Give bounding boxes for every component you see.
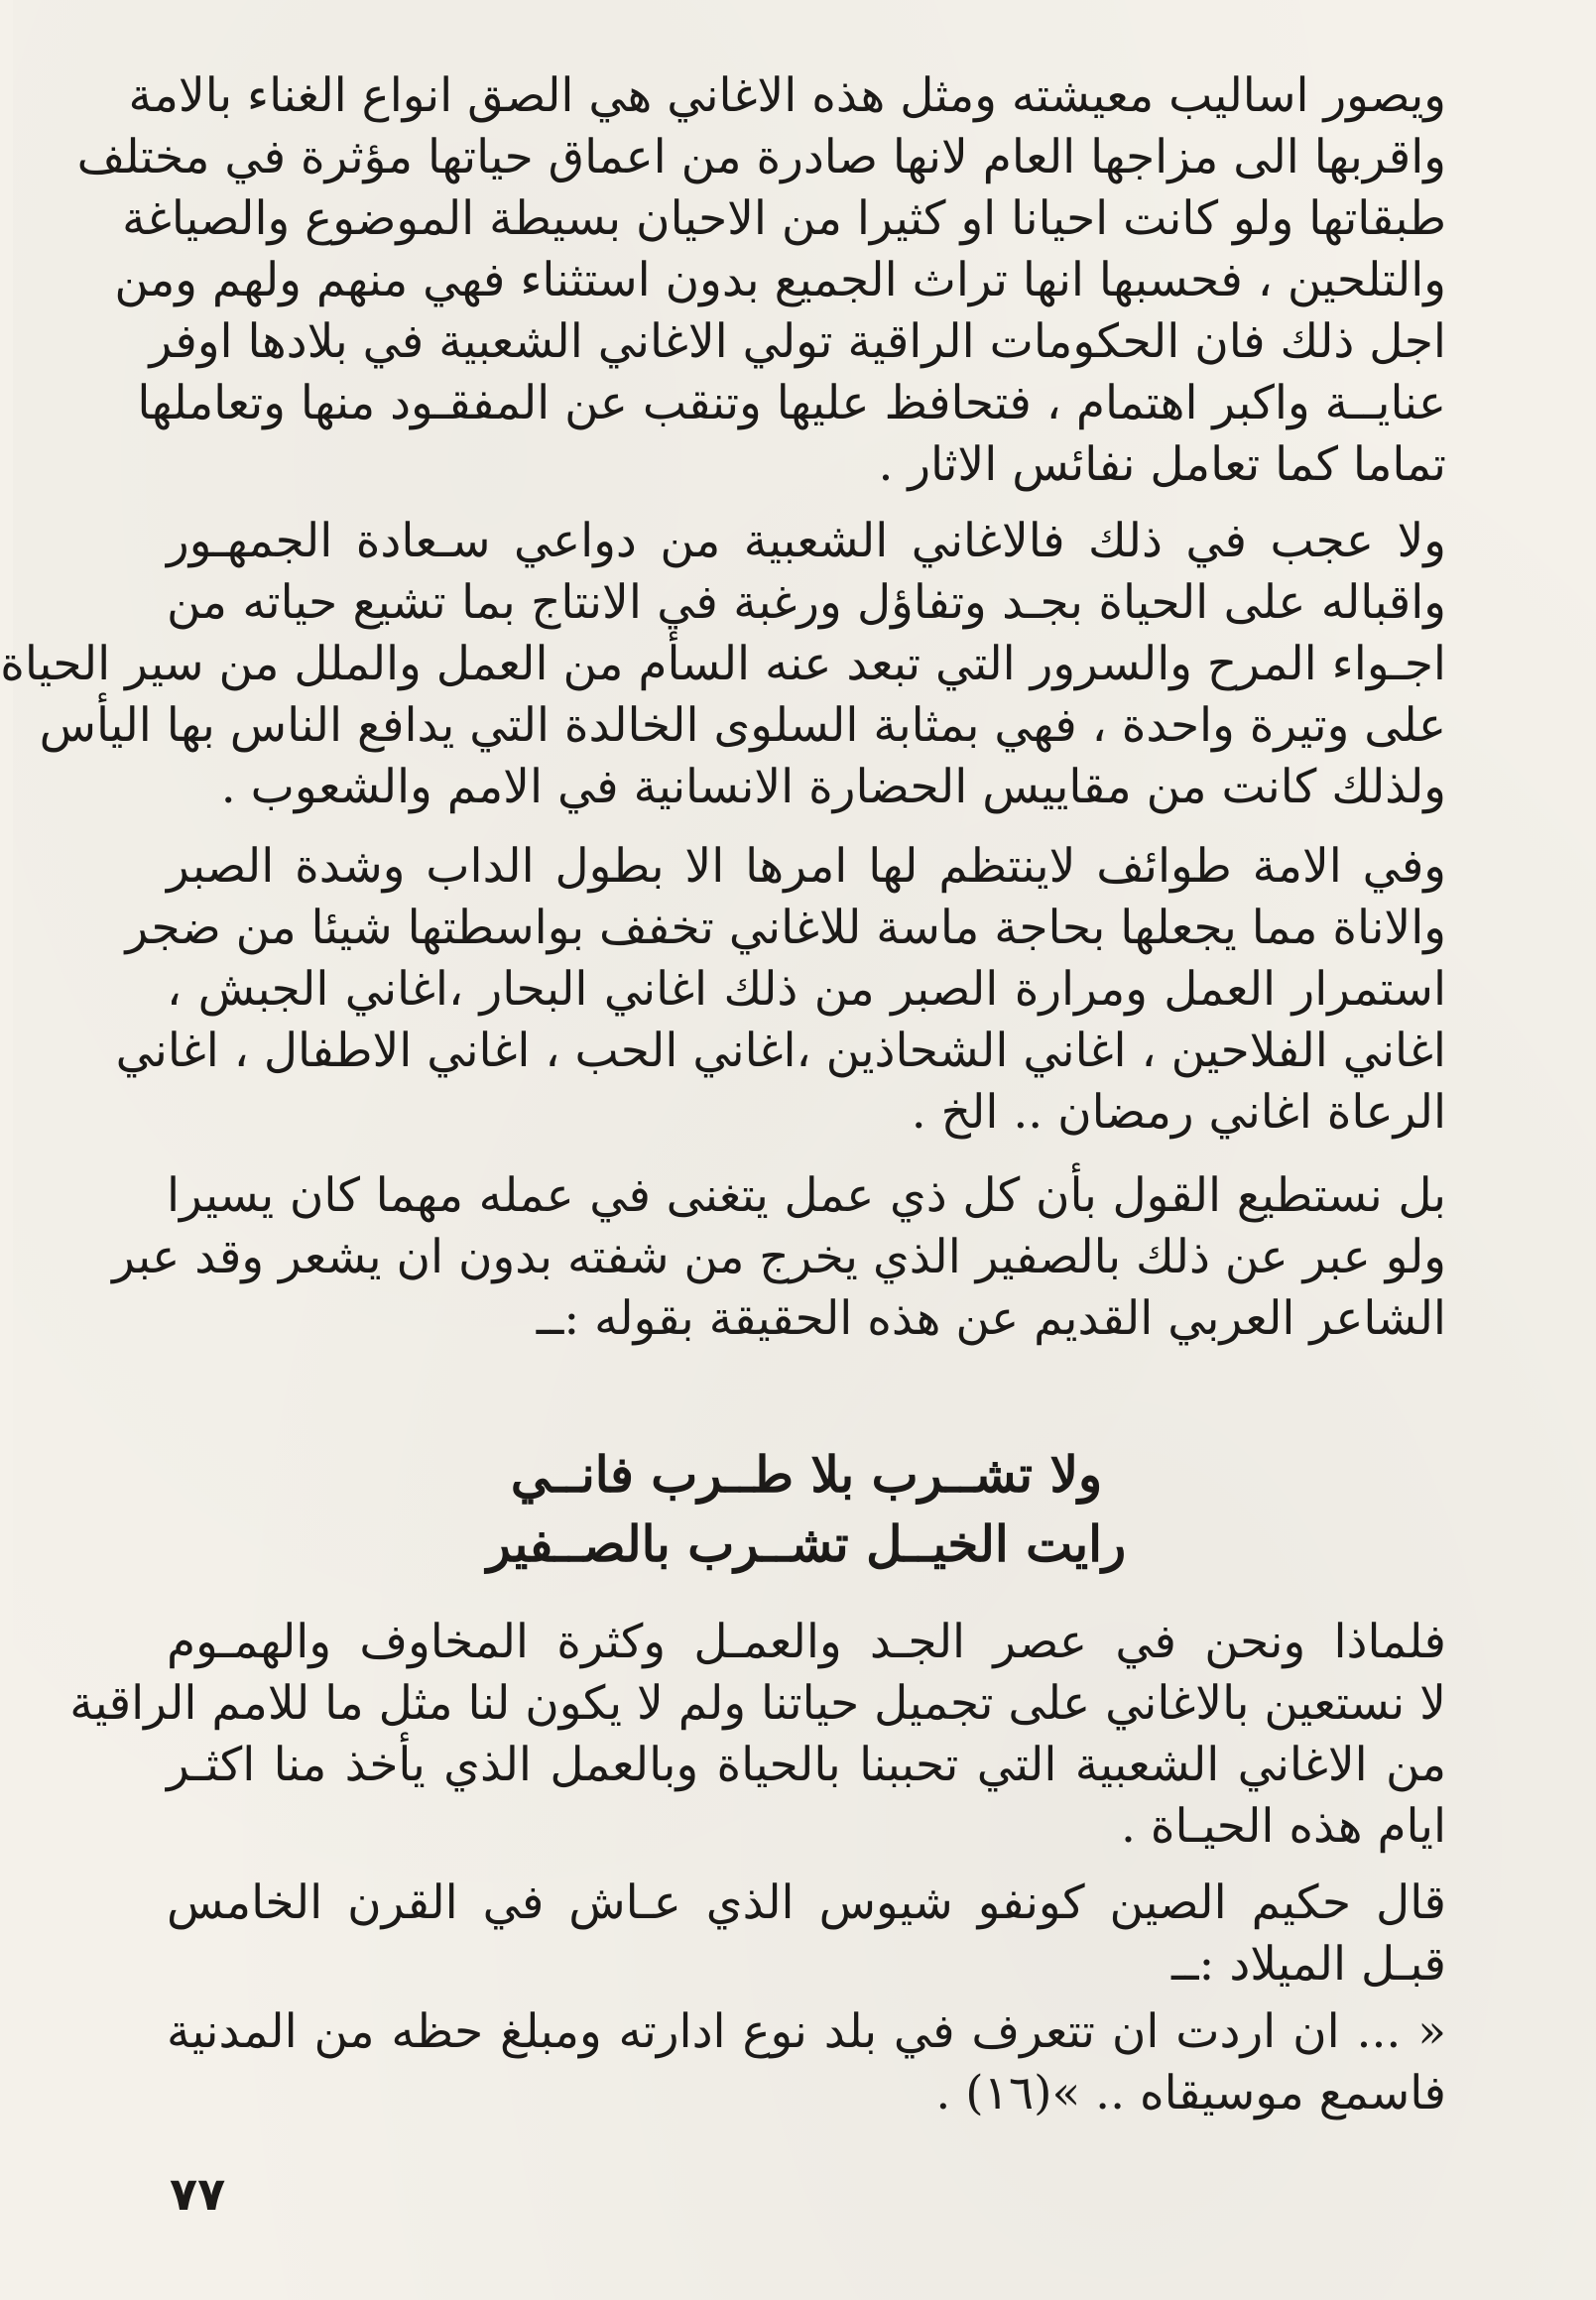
text-line: ولذلك كانت من مقاييس الحضارة الانسانية في الامم والشعوب . <box>220 760 1446 814</box>
text-line: تماما كما تعامل نفائس الاثار . <box>878 437 1446 492</box>
text-line: عنايــة واكبر اهتمام ، فتحافظ عليها وتنقب عن المفقـود منها وتعاملها <box>137 376 1446 430</box>
text-line: ولا عجب في ذلك فالاغاني الشعبية من دواعي سـعادة الجمهـور <box>167 514 1446 568</box>
page-number: ٧٧ <box>170 2167 226 2221</box>
paragraph-5 <box>69 1612 1446 1858</box>
verse-line-2: رايت الخيــل تشــرب بالصــفير <box>486 1514 1127 1573</box>
text-line: فلماذا ونحن في عصر الجـد والعمـل وكثرة المخاوف والهمـوم <box>167 1615 1446 1669</box>
poem-verse <box>167 1440 1446 1579</box>
text-line: اجـواء المرح والسرور التي تبعد عنه السأم من العمل والملل من سير الحياة <box>0 637 1446 691</box>
text-line: وفي الامة طوائف لاينتظم لها امرها الا بطول الداب وشدة الصبر <box>167 839 1446 894</box>
text-line: والتلحين ، فحسبها انها تراث الجميع بدون استثناء فهي منهم ولهم ومن <box>114 253 1446 307</box>
text-line: « ... ان اردت ان تتعرف في بلد نوع ادارته ومبلغ حظه من المدنية <box>167 2004 1446 2059</box>
text-line: اجل ذلك فان الحكومات الراقية تولي الاغاني الشعبية في بلادها اوفر <box>149 314 1446 369</box>
text-line: قال حكيم الصين كونفو شيوس الذي عـاش في القرن الخامس <box>167 1876 1446 1930</box>
paragraph-4 <box>112 1165 1446 1350</box>
text-line: استمرار العمل ومرارة الصبر من ذلك اغاني البحار ،اغاني الجبش ، <box>167 962 1446 1017</box>
paragraph-1 <box>76 65 1446 496</box>
paragraph-2 <box>0 511 1446 818</box>
paragraph-3 <box>115 836 1446 1144</box>
text-line: قبـل الميلاد :ــ <box>1171 1937 1446 1992</box>
verse-line-1: ولا تشــرب بلا طــرب فانــي <box>510 1445 1103 1504</box>
text-line: بل نستطيع القول بأن كل ذي عمل يتغنى في عمله مهما كان يسيرا <box>167 1168 1446 1223</box>
text-line: على وتيرة واحدة ، فهي بمثابة السلوى الخالدة التي يدافع الناس بها اليأس <box>39 698 1446 753</box>
text-line: ولو عبر عن ذلك بالصفير الذي يخرج من شفته بدون ان يشعر وقد عبر <box>112 1230 1446 1284</box>
quote-paragraph <box>167 2001 1446 2124</box>
text-line: فاسمع موسيقاه .. »(١٦) . <box>935 2066 1446 2120</box>
text-line: واقربها الى مزاجها العام لانها صادرة من اعماق حياتها مؤثرة في مختلف <box>76 130 1446 184</box>
text-line: من الاغاني الشعبية التي تحببنا بالحياة وبالعمل الذي يأخذ منا اكثـر <box>167 1738 1446 1792</box>
text-line: ايام هذه الحيـاة . <box>1120 1799 1446 1854</box>
paragraph-6 <box>167 1873 1446 1996</box>
text-line: ويصور اساليب معيشته ومثل هذه الاغاني هي الصق انواع الغناء بالامة <box>128 68 1446 123</box>
text-line: الشاعر العربي القديم عن هذه الحقيقة بقوله :ــ <box>536 1291 1446 1346</box>
text-line: طبقاتها ولو كانت احيانا او كثيرا من الاحيان بسيطة الموضوع والصياغة <box>122 191 1446 246</box>
text-line: لا نستعين بالاغاني على تجميل حياتنا ولم لا يكون لنا مثل ما للامم الراقية <box>69 1676 1446 1731</box>
text-line: والاناة مما يجعلها بحاجة ماسة للاغاني تخفف بواسطتها شيئا من ضجر <box>125 901 1446 955</box>
text-line: واقباله على الحياة بجـد وتفاؤل ورغبة في الانتاج بما تشيع حياته من <box>167 575 1446 630</box>
text-line: اغاني الفلاحين ، اغاني الشحاذين ،اغاني الحب ، اغاني الاطفال ، اغاني <box>115 1024 1446 1078</box>
text-line: الرعاة اغاني رمضان .. الخ . <box>911 1085 1446 1140</box>
